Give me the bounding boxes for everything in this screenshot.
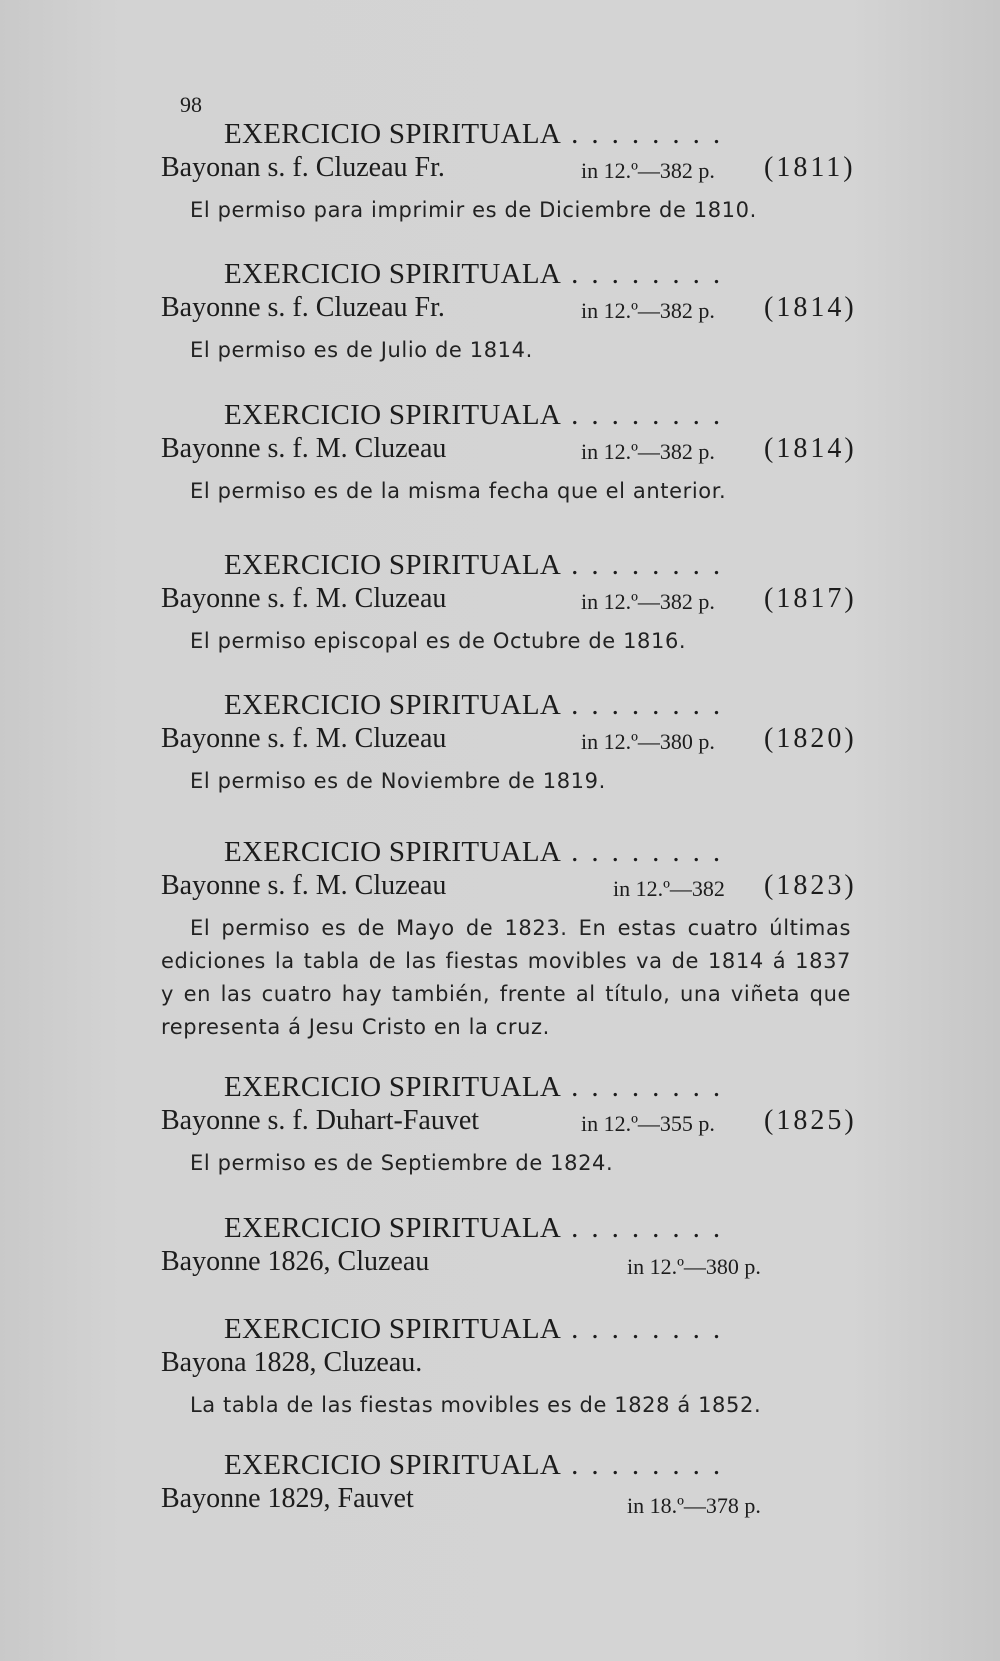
entry-year: (1814): [764, 433, 857, 464]
entry-imprint: Bayonne s. f. M. Cluzeau: [161, 723, 447, 754]
entry-format: in 12.º—382 p.: [581, 158, 715, 183]
entry-format: in 12.º—382: [613, 876, 725, 901]
entry-note: El permiso es de Mayo de 1823. En estas cuatro últimas ediciones la tabla de las fiestas movibles va de 1814 á 1837 y en las cuatro hay también, frente al título, una viñeta que representa á Jesu Cristo en la cruz.: [161, 916, 851, 1039]
entry-year: (1817): [764, 583, 857, 614]
entry-imprint: Bayonne s. f. Duhart-Fauvet: [161, 1105, 480, 1136]
entry-format: in 12.º—380 p.: [581, 729, 715, 754]
entry-imprint: Bayonne s. f. M. Cluzeau: [161, 583, 447, 614]
entry-imprint: Bayonne s. f. M. Cluzeau: [161, 433, 447, 464]
entry-title: EXERCICIO SPIRITUALA ........: [224, 1212, 734, 1244]
entry-year: (1825): [764, 1105, 857, 1136]
entry-title: EXERCICIO SPIRITUALA ........: [224, 689, 734, 721]
entry-format: in 18.º—378 p.: [627, 1493, 761, 1518]
page-number: 98: [180, 92, 202, 117]
entry-imprint: Bayonne s. f. M. Cluzeau: [161, 870, 447, 901]
entry-title: EXERCICIO SPIRITUALA ........: [224, 1449, 734, 1481]
entry-format: in 12.º—380 p.: [627, 1254, 761, 1279]
entry-title: EXERCICIO SPIRITUALA ........: [224, 836, 734, 868]
entry-imprint: Bayonne 1826, Cluzeau: [161, 1246, 430, 1277]
entry-title: EXERCICIO SPIRITUALA ........: [224, 1071, 734, 1103]
entry-note: La tabla de las fiestas movibles es de 1828 á 1852.: [190, 1393, 762, 1417]
entry-imprint: Bayonne s. f. Cluzeau Fr.: [161, 292, 445, 323]
entry-title: EXERCICIO SPIRITUALA ........: [224, 399, 734, 431]
entry-title: EXERCICIO SPIRITUALA ........: [224, 118, 734, 150]
entry-note: El permiso para imprimir es de Diciembre de 1810.: [190, 198, 757, 222]
entry-format: in 12.º—382 p.: [581, 439, 715, 464]
entry-title: EXERCICIO SPIRITUALA ........: [224, 1313, 734, 1345]
entry-year: (1814): [764, 292, 857, 323]
entry-year: (1820): [764, 723, 857, 754]
entry-imprint: Bayonan s. f. Cluzeau Fr.: [161, 152, 445, 183]
entry-note: El permiso es de Julio de 1814.: [190, 338, 533, 362]
entry-note: El permiso episcopal es de Octubre de 1816.: [190, 629, 687, 653]
entry-year: (1811): [764, 152, 856, 183]
entry-imprint: Bayonne 1829, Fauvet: [161, 1483, 414, 1514]
entry-note: El permiso es de la misma fecha que el anterior.: [190, 479, 727, 503]
entry-title: EXERCICIO SPIRITUALA ........: [224, 549, 734, 581]
entry-title: EXERCICIO SPIRITUALA ........: [224, 258, 734, 290]
entry-format: in 12.º—355 p.: [581, 1111, 715, 1136]
entry-note: El permiso es de Septiembre de 1824.: [190, 1151, 614, 1175]
entry-format: in 12.º—382 p.: [581, 589, 715, 614]
entry-year: (1823): [764, 870, 857, 901]
entry-note: El permiso es de Noviembre de 1819.: [190, 769, 606, 793]
entry-format: in 12.º—382 p.: [581, 298, 715, 323]
entry-imprint: Bayona 1828, Cluzeau.: [161, 1347, 423, 1378]
